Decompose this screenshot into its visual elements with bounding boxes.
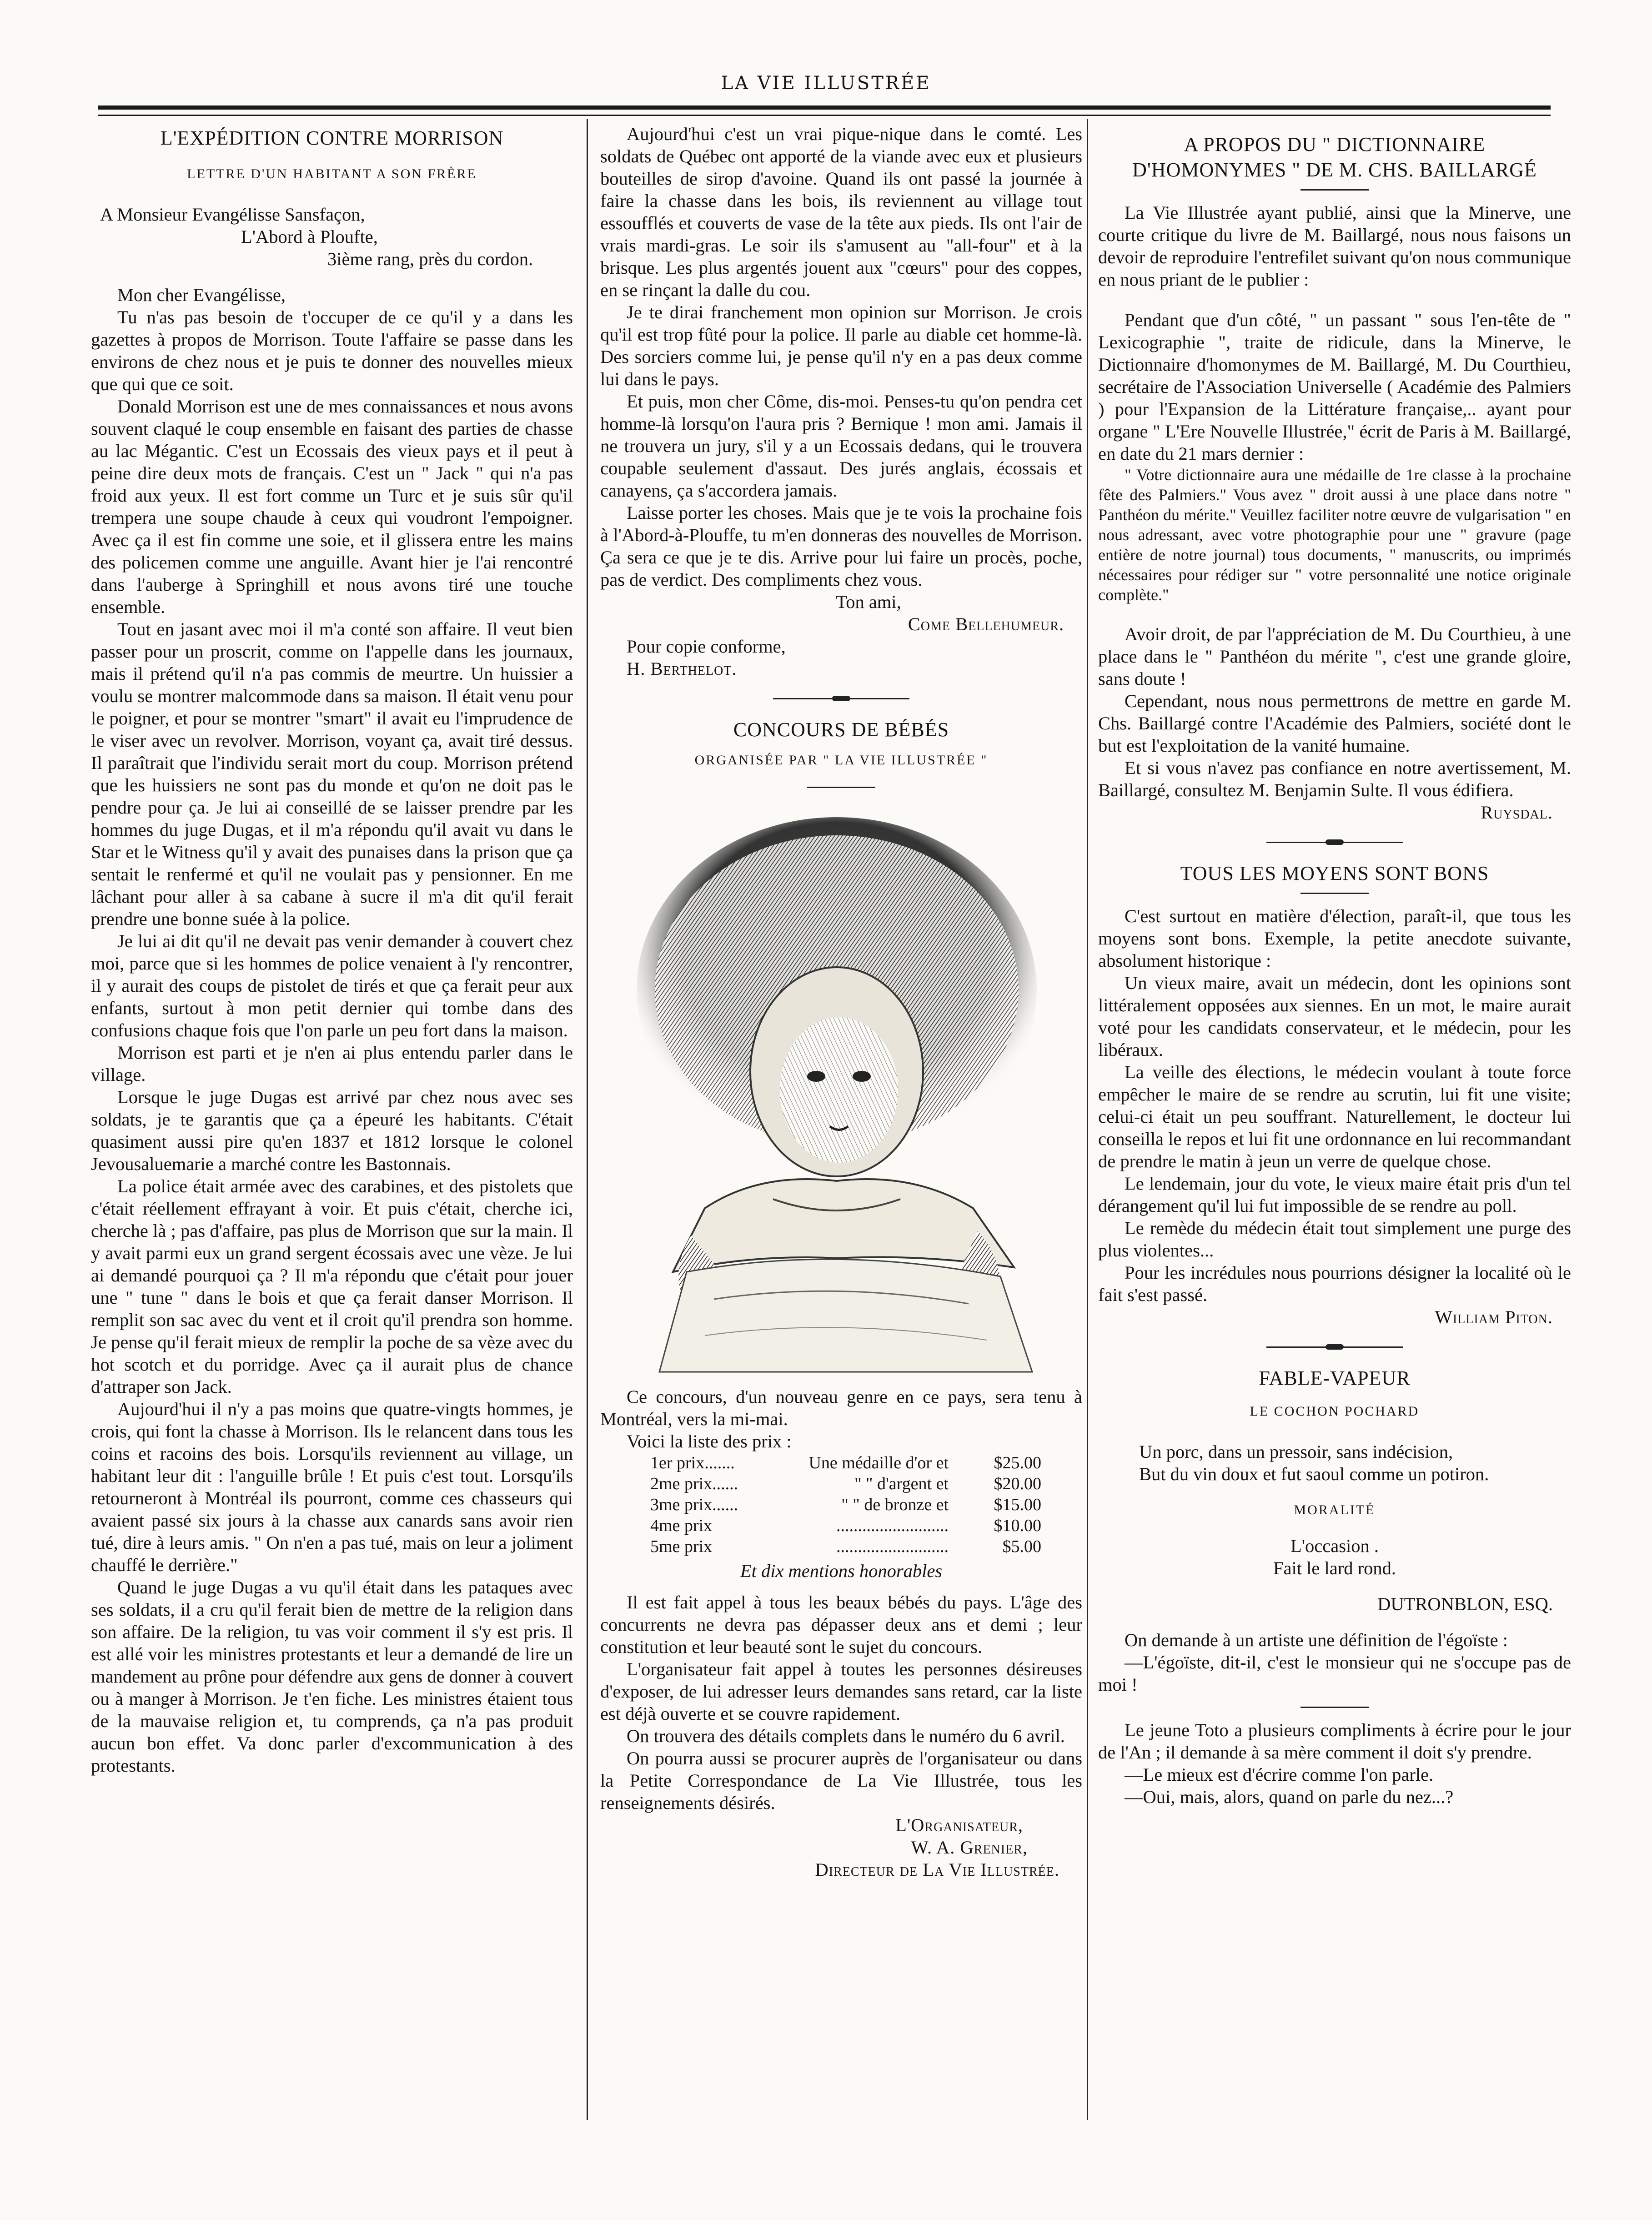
address-line: L'Abord à Ploufte,: [241, 226, 378, 247]
moral-line: L'occasion .: [1290, 1536, 1379, 1556]
verse-line: But du vin doux et fut saoul comme un potiron.: [1139, 1464, 1489, 1484]
prize-label: 1er prix.......: [650, 1453, 735, 1472]
paragraph: Tout en jasant avec moi il m'a conté son affaire. Il veut bien passer pour un proscrit, comme on l'appelle dans les journaux, mais il prétend qu'il n'a pas commis de meurtre. Un huissier a voulu se montrer malcommode dans sa maison. Il était venu pour le poigner, et pour se montrer "smart" il avait eu l'imprudence de le viser avec un revolver. Morrison, voyant ça, avait tiré dessus. Il paraîtrait que l'individu serait mort du coup. Morrison prétend que les huissiers ne sont pas du monde et qu'on ne doit pas le pendre pour ça. Je lui ai conseillé de se laisser prendre par les hommes du juge Dugas, et il m'a répondu qu'il avait vu dans le Star et le Witness qu'il y avait des punaises dans la prison que ça sentait le renfermé et qu'il ne voulait pas y pensionner. En me lâchant pour aller à sa cabane à sucre il m'a dit qu'il ferait prendre une bonne suée à la police.: [91, 619, 573, 929]
masthead: LA VIE ILLUSTRÉE: [721, 73, 931, 94]
ornament-divider: [1266, 1344, 1403, 1350]
paragraph: Je te dirai franchement mon opinion sur Morrison. Je crois qu'il est trop fûté pour la police. Il parle au diable cet homme-là. Des sorciers comme lui, je pense qu'il n'y en a pas deux comme lui dans le pays.: [600, 302, 1082, 389]
prize-intro: Voici la liste des prix :: [627, 1431, 792, 1452]
address-line: A Monsieur Evangélisse Sansfaçon,: [100, 204, 365, 225]
paragraph: Le remède du médecin était tout simplement une purge des plus violentes...: [1098, 1218, 1571, 1261]
prize-desc: " " d'argent et: [854, 1474, 949, 1493]
organizer-title: Directeur de La Vie Illustrée.: [815, 1859, 1059, 1880]
header-rule-thin: [98, 115, 1551, 116]
paragraph: Le lendemain, jour du vote, le vieux maire était pris d'un tel dérangement qu'il lui fut impossible de se rendre au poll.: [1098, 1173, 1571, 1216]
prize-row: [600, 1473, 1082, 1494]
fable-subtitle: LE COCHON POCHARD: [1250, 1404, 1420, 1419]
paragraph: L'organisateur fait appel à toutes les personnes désireuses d'exposer, de lui adresser leurs demandes sans retard, car la liste est déjà ouverte et se couvre rapidement.: [600, 1659, 1082, 1724]
prize-desc: " " de bronze et: [841, 1495, 949, 1514]
address-line: 3ième rang, près du cordon.: [327, 249, 533, 269]
article-title-dictionnaire: A PROPOS DU " DICTIONNAIRE D'HOMONYMES " DE M. CHS. BAILLARGÉ: [1132, 133, 1537, 181]
paragraph: Le jeune Toto a plusieurs compliments à écrire pour le jour de l'An ; il demande à sa mère comment il doit s'y prendre.: [1098, 1720, 1571, 1763]
paragraph: Un vieux maire, avait un médecin, dont les opinions sont littéralement opposées aux siennes. En un mot, le maire aurait voté pour les candidats conservateur, et le médecin, pour les libéraux.: [1098, 973, 1571, 1060]
signature: DUTRONBLON, ESQ.: [1377, 1594, 1553, 1614]
paragraph: Pendant que d'un côté, " un passant " sous l'en-tête de " Lexicographie ", traite de ridicule, dans la Minerve, le Dictionnaire d'homonymes de M. Baillargé, M. Du Courthieu, secrétaire de l'Association Universelle ( Académie des Palmiers ) pour l'Expansion de la Littérature française,.. ayant pour organe " L'Ere Nouvelle Illustrée," écrit de Paris à M. Baillargé, en date du 21 mars dernier :: [1098, 310, 1571, 464]
article-title-fable: FABLE-VAPEUR: [1259, 1367, 1411, 1389]
baby-illustration: [623, 799, 1059, 1376]
prize-amount: $10.00: [994, 1516, 1041, 1535]
prize-row: [600, 1536, 1082, 1557]
prize-desc: ..........................: [836, 1537, 949, 1556]
paragraph: Quand le juge Dugas a vu qu'il était dans les pataques avec ses soldats, il a cru qu'il ferait bien de mettre de la religion dans son affaire. De la religion, tu vas voir comment il s'y est pris. Il est allé voir les ministres protestants et leur a demandé de lire un mandement au prône pour défendre aux gens de donner à couvert ou à manger à Morrison. Je t'en fiche. Les ministres étaient tous de la mauvaise religion et, tu comprends, ça n'a pas produit aucun bon effet. Va donc parler d'excommunication à des protestants.: [91, 1577, 573, 1776]
column-2: [600, 123, 1082, 1881]
paragraph: Et puis, mon cher Côme, dis-moi. Penses-tu qu'on pendra cet homme-là lorsqu'on l'aura pris ? Bernique ! mon ami. Jamais il ne trouvera un jury, s'il y a un Ecossais dedans, qui le trouvera coupable seulement d'assaut. Des jurés anglais, écossais et canayens, ça s'accordera jamais.: [600, 391, 1082, 501]
contest-intro: Ce concours, d'un nouveau genre en ce pays, sera tenu à Montréal, vers la mi-mai.: [600, 1386, 1082, 1429]
prize-amount: $25.00: [994, 1453, 1041, 1472]
prize-label: 4me prix: [650, 1516, 713, 1535]
prize-label: 2me prix......: [650, 1474, 738, 1493]
header-rule-thick: [98, 105, 1551, 110]
paragraph: Morrison est parti et je n'en ai plus entendu parler dans le village.: [91, 1042, 573, 1085]
honorable-mentions: Et dix mentions honorables: [740, 1561, 943, 1581]
column-divider-2: [1087, 119, 1088, 2120]
paragraph: Je lui ai dit qu'il ne devait pas venir demander à couvert chez moi, parce que si les hommes de police venaient à l'y rencontrer, il y aurait des coups de pistolet de tirés et que ça ferait peur aux enfants, surtout à mon petit dernier qui tombe dans des confusions chaque fois que l'on parle un peu fort dans la maison.: [91, 931, 573, 1040]
column-divider-1: [587, 119, 588, 2120]
paragraph: La Vie Illustrée ayant publié, ainsi que la Minerve, une courte critique du livre de M. Baillargé, nous nous faisons un devoir de reproduire l'entrefilet suivant qu'on nous communique en nous priant de le publier :: [1098, 202, 1571, 290]
paragraph: Tu n'as pas besoin de t'occuper de ce qu'il y a dans les gazettes à propos de Morrison. Toute l'affaire se passe dans les environs de chez nous et je puis te donner des nouvelles mieux que qui que ce soit.: [91, 307, 573, 394]
prize-amount: $5.00: [1002, 1537, 1041, 1556]
organizer-name: W. A. Grenier,: [911, 1837, 1028, 1858]
paragraph: Laisse porter les choses. Mais que je te vois la prochaine fois à l'Abord-à-Plouffe, tu m'en donneras des nouvelles de Morrison. Ça sera ce que je te dis. Arrive pour lui faire un procès, poche, pas de verdict. Des compliments chez vous.: [600, 502, 1082, 590]
copy-signature: H. Berthelot.: [627, 658, 737, 679]
paragraph: La veille des élections, le médecin voulant à toute force empêcher le maire de se rendre au scrutin, lui fit une visite; celui-ci était un peu souffrant. Naturellement, le docteur lui conseilla le repos et lui fit une ordonnance en lui recommandant de prendre le matin à jeun un verre de quelque chose.: [1098, 1062, 1571, 1171]
prize-amount: $15.00: [994, 1495, 1041, 1514]
ornament-divider: [1266, 839, 1403, 845]
paragraph: Il est fait appel à tous les beaux bébés du pays. L'âge des concurrents ne devra pas dépasser deux ans et demi ; leur constitution et leur beauté sont le sujet du concours.: [600, 1592, 1082, 1657]
prize-desc: Une médaille d'or et: [808, 1453, 949, 1472]
column-1: [91, 123, 573, 1777]
salutation: Mon cher Evangélisse,: [117, 285, 286, 305]
column-3: [1098, 123, 1571, 1808]
organizer-label: L'Organisateur,: [895, 1815, 1023, 1835]
contest-subtitle: ORGANISÉE PAR " LA VIE ILLUSTRÉE ": [694, 753, 988, 768]
short-rule: [1301, 189, 1369, 191]
signature: Come Bellehumeur.: [908, 614, 1064, 634]
prize-row: [600, 1494, 1082, 1515]
paragraph: Lorsque le juge Dugas est arrivé par chez nous avec ses soldats, je te garantis que ça a épeuré les habitants. C'était quasiment aussi pire qu'en 1837 et 1812 lorsque le colonel Jevousaluemarie a marché contre les Bastonnais.: [91, 1087, 573, 1174]
paragraph: La police était armée avec des carabines, et des pistolets que c'était réellement effrayant à voir. Et puis c'était, cherche ici, cherche là ; pas d'affaire, pas plus de Morrison que sur la main. Il y avait parmi eux un grand sergent écossais avec une vèze. Je lui ai demandé pourquoi ça ? Il m'a répondu que c'était pour jouer une " tune " dans le bois et que ça ferait danser Morrison. Il remplit son sac avec du vent et il croit qu'il prendra son homme. Je pense qu'il ferait mieux de remplir la poche de sa vèze avec du hot scotch et du porridge. Avec ça il aurait plus de chance d'attraper son Jack.: [91, 1176, 573, 1397]
paragraph: Aujourd'hui il n'y a pas moins que quatre-vingts hommes, je crois, qui font la chasse à Morrison. Ils le relancent dans tous les coins et racoins des bois. Lorsqu'ils reviennent au village, un habitant leur dit : l'anguille brûle ! Et puis c'est tout. Lorsqu'ils retourneront à Montréal ils pourront, comme ces chasseurs qui avaient passé six jours à la chasse aux canards sans avoir rien tué, dire à leurs amis. " On n'en a pas tué, mais on leur a joliment chauffé le derrière.": [91, 1399, 573, 1575]
article-title-moyens: TOUS LES MOYENS SONT BONS: [1180, 862, 1489, 884]
paragraph: Et si vous n'avez pas confiance en notre avertissement, M. Baillargé, consultez M. Benjamin Sulte. Il vous édifiera.: [1098, 758, 1571, 800]
prize-row: [600, 1452, 1082, 1473]
paragraph: —Oui, mais, alors, quand on parle du nez...?: [1125, 1787, 1454, 1807]
signature: Ruysdal.: [1481, 802, 1553, 823]
paragraph: Avoir droit, de par l'appréciation de M. Du Courthieu, à une place dans le " Panthéon du mérite ", c'est une grande gloire, sans doute !: [1098, 624, 1571, 689]
paragraph: On demande à un artiste une définition de l'égoïste :: [1125, 1630, 1508, 1650]
paragraph: Aujourd'hui c'est un vrai pique-nique dans le comté. Les soldats de Québec ont apporté de la viande avec eux et plusieurs bouteilles de sirop d'avoine. Quand ils ont passé la journée à faire la chasse dans les bois, ils reviennent au village tout essoufflés et couverts de vase de la tête aux pieds. Ils ont l'air de vrais mardi-gras. Le soir ils s'amusent au "all-four" et à la brisque. Les plus argentés jouent aux "cœurs" pour des coppes, en se rinçant la dalle du cou.: [600, 124, 1082, 300]
quote-block: " Votre dictionnaire aura une médaille de 1re classe à la prochaine fête des Palmiers." Vous avez " droit aussi à une place dans notre " Panthéon du mérite." Veuillez faciliter notre œuvre de vulgarisation " en nous adressant, avec votre photographie pour une " gravure (page entière de notre journal) tous documents, " manuscrits, ou imprimés nécessaires pour rédiger sur " votre personnalité une notice originale complète.": [1098, 466, 1571, 604]
moral-line: Fait le lard rond.: [1273, 1558, 1396, 1578]
copy-note: Pour copie conforme,: [627, 636, 786, 657]
contest-title: CONCOURS DE BÉBÉS: [733, 718, 949, 741]
short-rule: [1301, 893, 1369, 894]
paragraph: Cependant, nous nous permettrons de mettre en garde M. Chs. Baillargé contre l'Académie des Palmiers, société dont le but est l'exploitation de la vanité humaine.: [1098, 691, 1571, 756]
signoff: Ton ami,: [836, 592, 901, 612]
paragraph: Pour les incrédules nous pourrions désigner la localité où le fait s'est passé.: [1098, 1262, 1571, 1305]
baby-engraving: [623, 799, 1059, 1376]
paragraph: On trouvera des détails complets dans le numéro du 6 avril.: [627, 1726, 1065, 1746]
paragraph: C'est surtout en matière d'élection, paraît-il, que tous les moyens sont bons. Exemple, la petite anecdote suivante, absolument historique :: [1098, 906, 1571, 971]
prize-amount: $20.00: [994, 1474, 1041, 1493]
article-title-morrison: L'EXPÉDITION CONTRE MORRISON: [160, 127, 504, 149]
moralite-heading: MORALITÉ: [1294, 1502, 1376, 1517]
verse-line: Un porc, dans un pressoir, sans indécision,: [1139, 1441, 1453, 1462]
paragraph: —Le mieux est d'écrire comme l'on parle.: [1125, 1764, 1434, 1785]
ornament-divider: [773, 695, 909, 702]
prize-desc: ..........................: [836, 1516, 949, 1535]
short-rule: [1301, 1707, 1369, 1708]
signature: William Piton.: [1435, 1307, 1553, 1327]
prize-label: 3me prix......: [650, 1495, 738, 1514]
paragraph: —L'égoïste, dit-il, c'est le monsieur qui ne s'occupe pas de moi !: [1098, 1652, 1571, 1695]
paragraph: Donald Morrison est une de mes connaissances et nous avons souvent claqué le coup ensemble en faisant des parties de chasse au lac Mégantic. C'est un Ecossais des vieux pays et il peut à peine dire deux mots de français. C'est un " Jack " qui n'a pas froid aux yeux. Il est fort comme un Turc et je suis sûr qu'il trempera une soupe chaude à ceux qui voudront l'empoigner. Avec ça il est fin comme une soie, et il glissera entre les mains des policemen comme une anguille. Avant hier je l'ai rencontré dans l'auberge à Springhill et nous avons tiré une touche ensemble.: [91, 396, 573, 617]
prize-row: [600, 1515, 1082, 1536]
short-rule: [807, 787, 875, 788]
prize-label: 5me prix: [650, 1537, 713, 1556]
article-subtitle: LETTRE D'UN HABITANT A SON FRÈRE: [187, 166, 477, 181]
paragraph: On pourra aussi se procurer auprès de l'organisateur ou dans la Petite Correspondance de La Vie Illustrée, tous les renseignements désirés.: [600, 1748, 1082, 1813]
